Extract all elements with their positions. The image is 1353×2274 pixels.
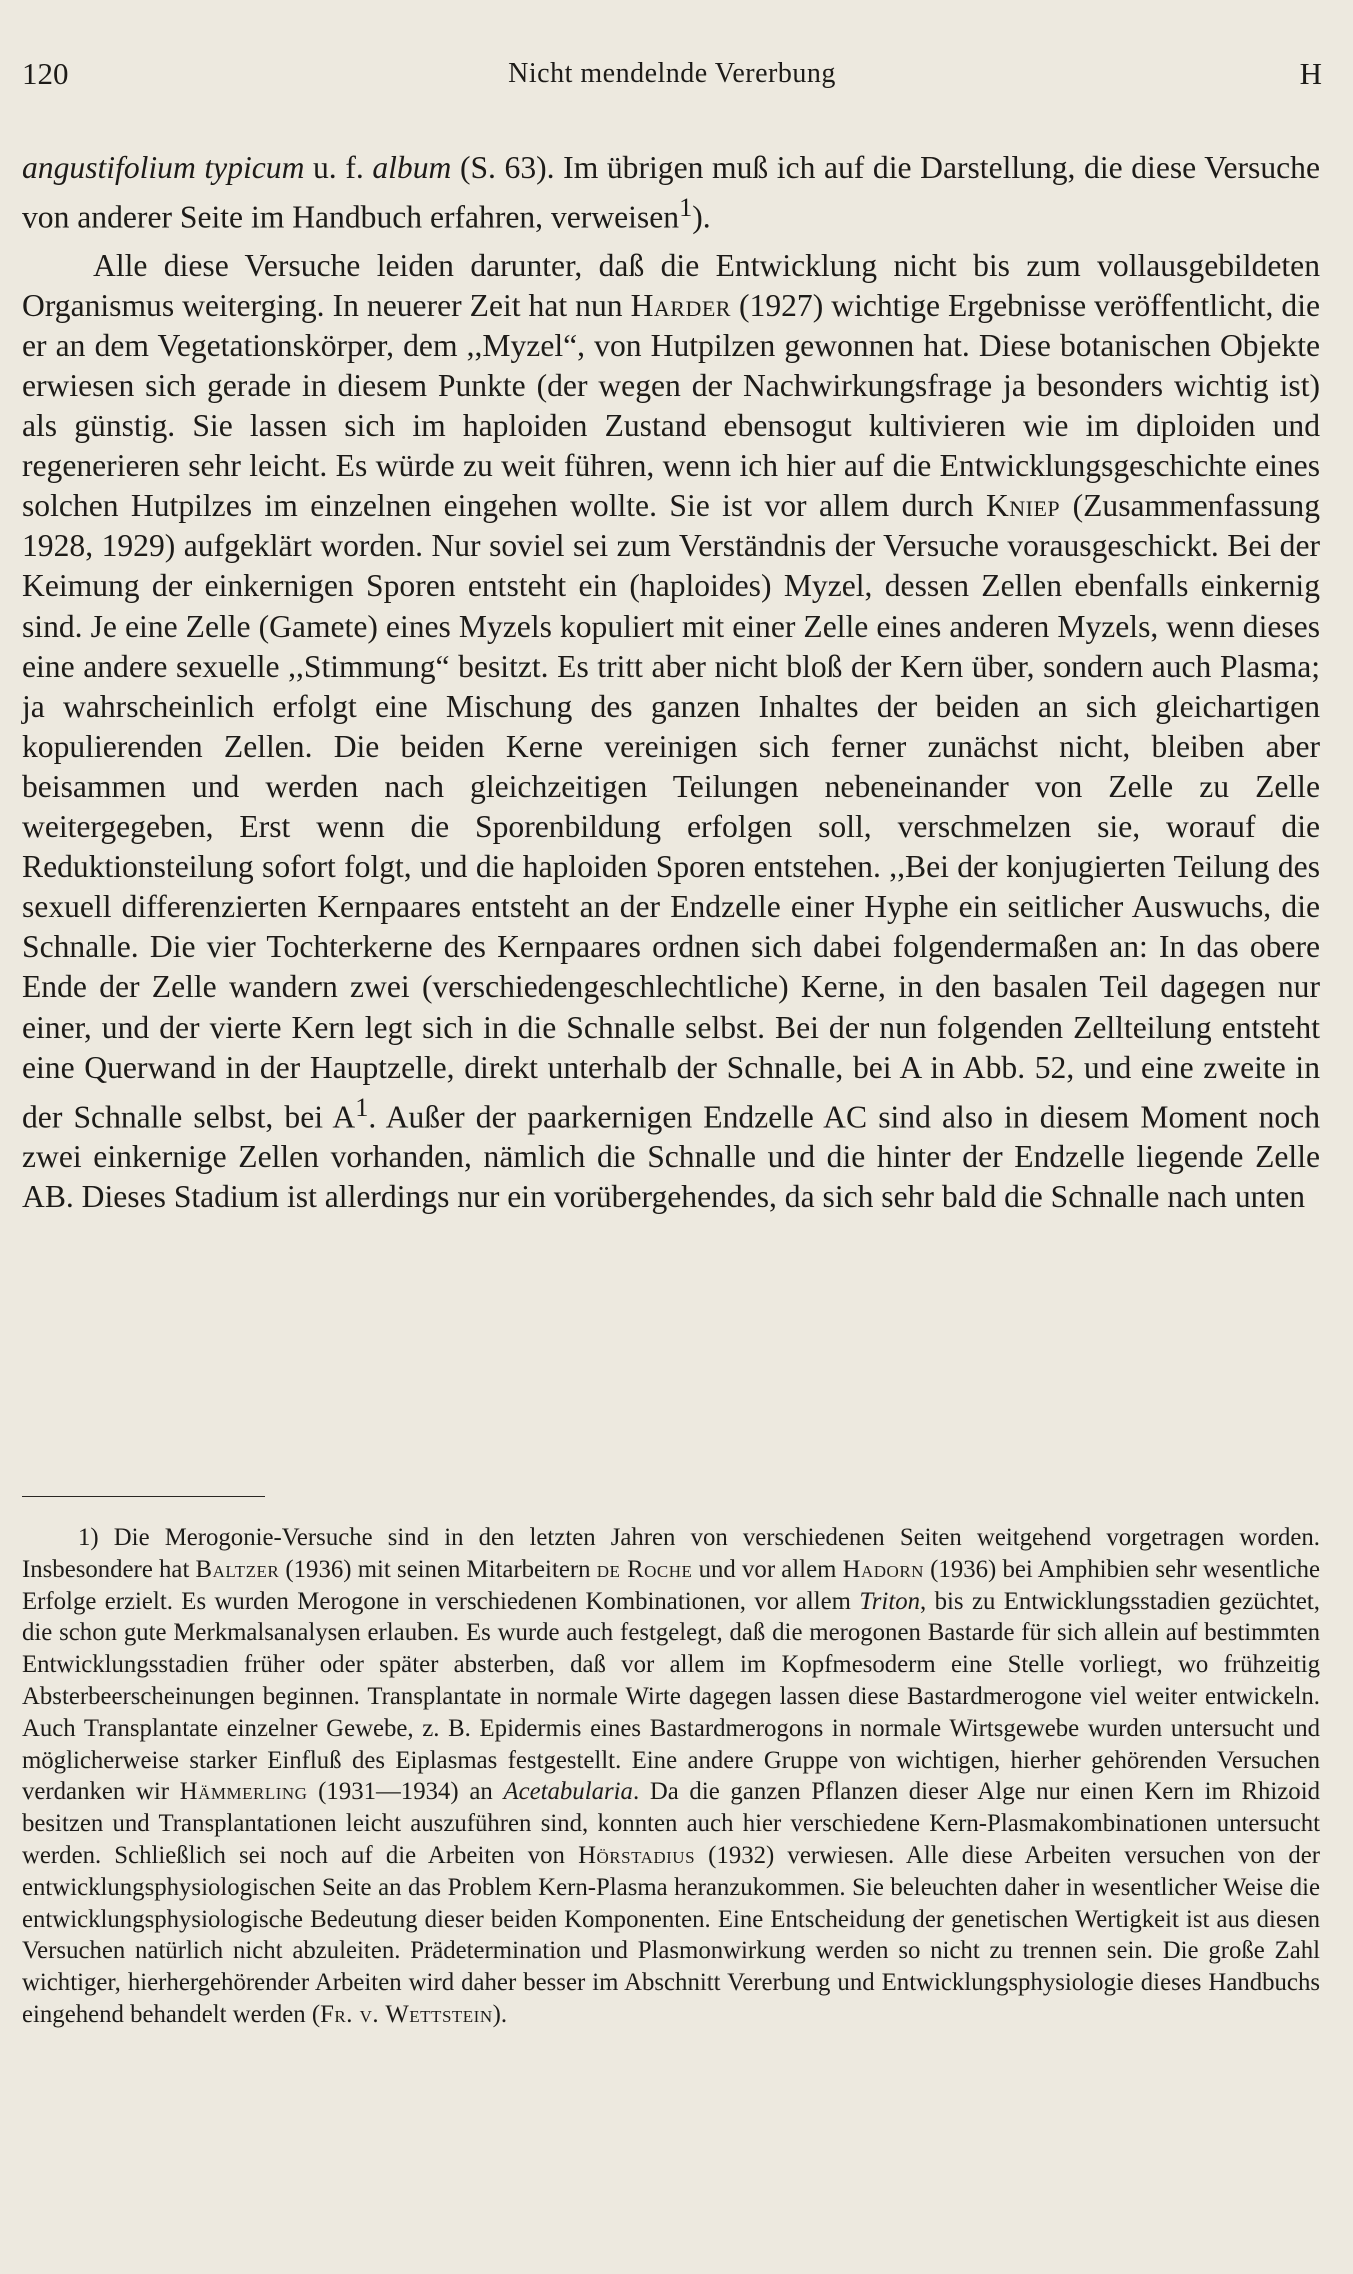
text-span: Alle diese Versuche leiden darunter, daß die Entwicklung nicht bis zum vollausgebildeten Organismus weiterging. In neuerer Zeit hat nun xyxy=(22,247,1320,323)
author-name: Hörstadius xyxy=(578,1841,696,1869)
page-number: 120 xyxy=(22,56,69,91)
text-span: (1936) mit seinen Mitarbeitern xyxy=(279,1555,597,1583)
text-span: 1) Die Merogonie-Versuche sind in den letzten Jahren von verschiedenen Seiten weitgehend vorgetragen worden. Insbesondere hat xyxy=(22,1524,1320,1583)
paragraph-2 xyxy=(22,246,1320,1218)
form-name: album xyxy=(372,150,452,185)
author-name: Harder xyxy=(630,287,731,323)
superscript: 1 xyxy=(355,1092,369,1122)
author-name: Kniep xyxy=(985,488,1061,524)
author-name: Fr. v. Wettstein xyxy=(320,2000,493,2028)
main-text xyxy=(22,148,1320,1218)
text-span: . Außer der paarkernigen Endzelle AC sind also in diesem Moment noch zwei einkernige Zellen vorhanden, nämlich die Schnalle und die hinter der Endzelle liegende Zelle AB. Dieses Stadium ist allerdings nur ein vorübergehendes, da sich sehr bald die Schnalle nach unten xyxy=(22,1099,1320,1215)
author-name: Baltzer xyxy=(195,1555,280,1583)
species-name: angustifolium typicum xyxy=(22,150,305,185)
genus-name: Triton xyxy=(859,1587,921,1615)
text-span: (1927) wichtige Ergebnisse veröffentlicht, die er an dem Vegetationskörper, dem ,,Myzel“, von Hutpilzen gewonnen hat. Diese botanischen Objekte erwiesen sich gerade in diesem Punkte (der wegen der Nachwirkungsfrage ja besonders wichtig ist) als günstig. Sie lassen sich im haploiden Zustand ebensogut kultivieren wie im diploiden und regenerieren sehr leicht. Es würde zu weit führen, wenn ich hier auf die Entwicklungsgeschichte eines solchen Hutpilzes im einzelnen eingehen wollte. Sie ist vor allem durch xyxy=(22,287,1321,524)
text-span: u. f. xyxy=(304,150,373,185)
footnote xyxy=(22,1522,1320,2031)
text-span: (1932) verwiesen. Alle diese Arbeiten versuchen von der entwicklungsphysiologischen Seite an das Problem Kern-Plasma heranzukommen. Sie beleuchten daher in wesentlicher Weise die entwicklungsphysiologische Bedeutung dieser beiden Komponenten. Eine Entscheidung der genetischen Wertigkeit ist aus diesen Versuchen natürlich nicht abzuleiten. Prädetermination und Plasmonwirkung werden so nicht zu trennen sein. Die große Zahl wichtiger, hierhergehörender Arbeiten wird daher besser im Abschnitt Vererbung und Entwicklungsphysiologie dieses Handbuchs eingehend behandelt werden ( xyxy=(22,1841,1320,2028)
text-span: (Zusammenfassung 1928, 1929) aufgeklärt worden. Nur soviel sei zum Verständnis der Versuche vorausgeschickt. Bei der Keimung der einkernigen Sporen entsteht ein (haploides) Myzel, dessen Zellen ebenfalls einkernig sind. Je eine Zelle (Gamete) eines Myzels kopuliert mit einer Zelle eines anderen Myzels, wenn dieses eine andere sexuelle ,,Stimmung“ besitzt. Es tritt aber nicht bloß der Kern über, sondern auch Plasma; ja wahrscheinlich erfolgt eine Mischung des ganzen Inhaltes der beiden an sich gleichartigen kopulierenden Zellen. Die beiden Kerne vereinigen sich ferner zunächst nicht, bleiben aber beisammen und werden nach gleichzeitigen Teilungen nebeneinander von Zelle zu Zelle weitergegeben, Erst wenn die Sporenbildung erfolgen soll, verschmelzen sie, worauf die Reduktionsteilung sofort folgt, und die haploiden Sporen entstehen. ,,Bei der konjugierten Teilung des sexuell differenzierten Kernpaares entsteht an der Endzelle einer Hyphe ein seitlicher Auswuchs, die Schnalle. Die vier Tochterkerne des Kernpaares ordnen sich dabei folgendermaßen an: In das obere Ende der Zelle wandern zwei (verschiedengeschlechtliche) Kerne, in den basalen Teil dagegen nur einer, und der vierte Kern legt sich in die Schnalle selbst. Bei der nun folgenden Zellteilung entsteht eine Querwand in der Hauptzelle, direkt unterhalb der Schnalle, bei A in Abb. 52, und eine zweite in der Schnalle selbst, bei A xyxy=(22,488,1321,1135)
footnote-paragraph xyxy=(22,1522,1320,2031)
text-span: ). xyxy=(492,2000,508,2028)
text-span: . Da die ganzen Pflanzen dieser Alge nur einen Kern im Rhizoid besitzen und Transplantationen leicht auszuführen sind, konnten auch hier verschiedene Kern-Plasmakombinationen untersucht werden. Schließlich sei noch auf die Arbeiten von xyxy=(22,1778,1320,1869)
author-name: de Roche xyxy=(596,1555,693,1583)
author-name: Hämmerling xyxy=(179,1778,308,1806)
running-title: Nicht mendelnde Vererbung xyxy=(508,58,836,89)
section-letter: H xyxy=(1299,56,1322,91)
genus-name: Acetabularia xyxy=(503,1778,633,1806)
page-header xyxy=(22,56,1322,106)
author-name: Hadorn xyxy=(842,1555,924,1583)
text-span: und vor allem xyxy=(692,1555,843,1583)
text-span: , bis zu Entwicklungsstadien gezüchtet, die schon gute Merkmalsanalysen erlauben. Es wurde auch festgelegt, daß die merogonen Bastarde für sich allein auf bestimmten Entwicklungsstadien früher oder später absterben, daß vor allem im Kopfmesoderm eine Stelle vorliegt, wo frühzeitig Absterbeerscheinungen beginnen. Transplantate in normale Wirte dagegen lassen diese Bastardmerogone viel weiter entwickeln. Auch Transplantate einzelner Gewebe, z. B. Epidermis eines Bastardmerogons in normale Wirtsgewebe wurden untersucht und möglicherweise starker Einfluß des Eiplasmas festgestellt. Eine andere Gruppe von wichtigen, hierher gehörenden Versuchen verdanken wir xyxy=(22,1587,1320,1806)
text-span: (S. 63). Im übrigen muß ich auf die Darstellung, die diese Versuche von anderer Seite im Handbuch erfahren, verweisen xyxy=(22,150,1320,235)
text-span: (1931—1934) an xyxy=(307,1778,504,1806)
paragraph-1 xyxy=(22,148,1320,238)
text-span: (1936) bei Amphibien sehr wesentliche Erfolge erzielt. Es wurden Merogone in verschiedenen Kombinationen, vor allem xyxy=(22,1555,1320,1615)
footnote-divider xyxy=(22,1496,265,1497)
text-span: ). xyxy=(692,199,711,235)
footnote-marker[interactable]: 1 xyxy=(679,193,693,223)
